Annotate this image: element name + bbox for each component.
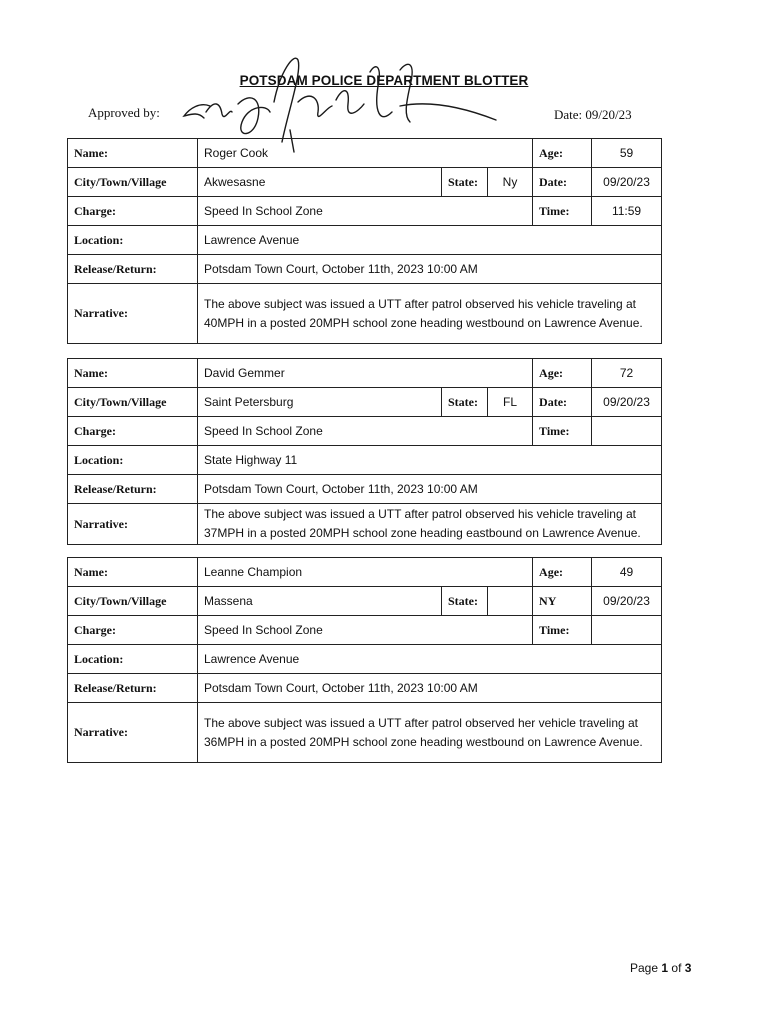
age-value: 72 (592, 359, 662, 388)
narrative-label: Narrative: (68, 504, 198, 545)
of-word: of (671, 961, 682, 975)
release-label: Release/Return: (68, 255, 198, 284)
date-value: 09/20/23 (592, 388, 662, 417)
state-value: Ny (488, 168, 533, 197)
page-title: POTSDAM POLICE DEPARTMENT BLOTTER (239, 73, 529, 88)
release-value: Potsdam Town Court, October 11th, 2023 10:00 AM (198, 674, 662, 703)
date-value: 09/20/23 (592, 168, 662, 197)
date-value: 09/20/23 (592, 587, 662, 616)
narrative-value: The above subject was issued a UTT after patrol observed her vehicle traveling at 36MPH in a posted 20MPH school zone heading westbound on Lawrence Avenue. (198, 703, 662, 763)
charge-label: Charge: (68, 417, 198, 446)
date-label: NY (533, 587, 592, 616)
charge-value: Speed In School Zone (198, 417, 533, 446)
name-label: Name: (68, 139, 198, 168)
location-label: Location: (68, 645, 198, 674)
charge-label: Charge: (68, 197, 198, 226)
charge-value: Speed In School Zone (198, 197, 533, 226)
page-total: 3 (684, 961, 692, 975)
header-date: Date: 09/20/23 (554, 107, 632, 122)
time-label: Time: (533, 197, 592, 226)
age-label: Age: (533, 359, 592, 388)
state-value (488, 587, 533, 616)
charge-label: Charge: (68, 616, 198, 645)
release-label: Release/Return: (68, 475, 198, 504)
date-label: Date: (533, 168, 592, 197)
city-label: City/Town/Village (68, 388, 198, 417)
time-value (592, 417, 662, 446)
page-indicator (630, 961, 691, 975)
blotter-entry (67, 138, 662, 344)
release-value: Potsdam Town Court, October 11th, 2023 10:00 AM (198, 255, 662, 284)
city-label: City/Town/Village (68, 587, 198, 616)
location-label: Location: (68, 446, 198, 475)
name-value: Roger Cook (198, 139, 533, 168)
release-label: Release/Return: (68, 674, 198, 703)
age-label: Age: (533, 139, 592, 168)
narrative-label: Narrative: (68, 284, 198, 344)
time-value: 11:59 (592, 197, 662, 226)
location-value: State Highway 11 (198, 446, 662, 475)
time-label: Time: (533, 417, 592, 446)
city-value: Massena (198, 587, 442, 616)
date-label: Date: (533, 388, 592, 417)
blotter-entry (67, 557, 662, 763)
location-value: Lawrence Avenue (198, 645, 662, 674)
state-label: State: (442, 168, 488, 197)
page-number: 1 (661, 961, 669, 975)
city-label: City/Town/Village (68, 168, 198, 197)
age-value: 49 (592, 558, 662, 587)
page-word: Page (630, 961, 659, 975)
name-value: Leanne Champion (198, 558, 533, 587)
name-label: Name: (68, 558, 198, 587)
name-value: David Gemmer (198, 359, 533, 388)
narrative-label: Narrative: (68, 703, 198, 763)
narrative-value: The above subject was issued a UTT after patrol observed his vehicle traveling at 37MPH in a posted 20MPH school zone heading eastbound on Lawrence Avenue. (198, 504, 662, 545)
name-label: Name: (68, 359, 198, 388)
blotter-entry (67, 358, 662, 545)
state-value: FL (488, 388, 533, 417)
approved-by-label: Approved by: (88, 105, 160, 120)
charge-value: Speed In School Zone (198, 616, 533, 645)
state-label: State: (442, 587, 488, 616)
location-label: Location: (68, 226, 198, 255)
time-value (592, 616, 662, 645)
release-value: Potsdam Town Court, October 11th, 2023 10:00 AM (198, 475, 662, 504)
city-value: Saint Petersburg (198, 388, 442, 417)
narrative-value: The above subject was issued a UTT after patrol observed his vehicle traveling at 40MPH in a posted 20MPH school zone heading westbound on Lawrence Avenue. (198, 284, 662, 344)
age-value: 59 (592, 139, 662, 168)
city-value: Akwesasne (198, 168, 442, 197)
location-value: Lawrence Avenue (198, 226, 662, 255)
age-label: Age: (533, 558, 592, 587)
state-label: State: (442, 388, 488, 417)
time-label: Time: (533, 616, 592, 645)
